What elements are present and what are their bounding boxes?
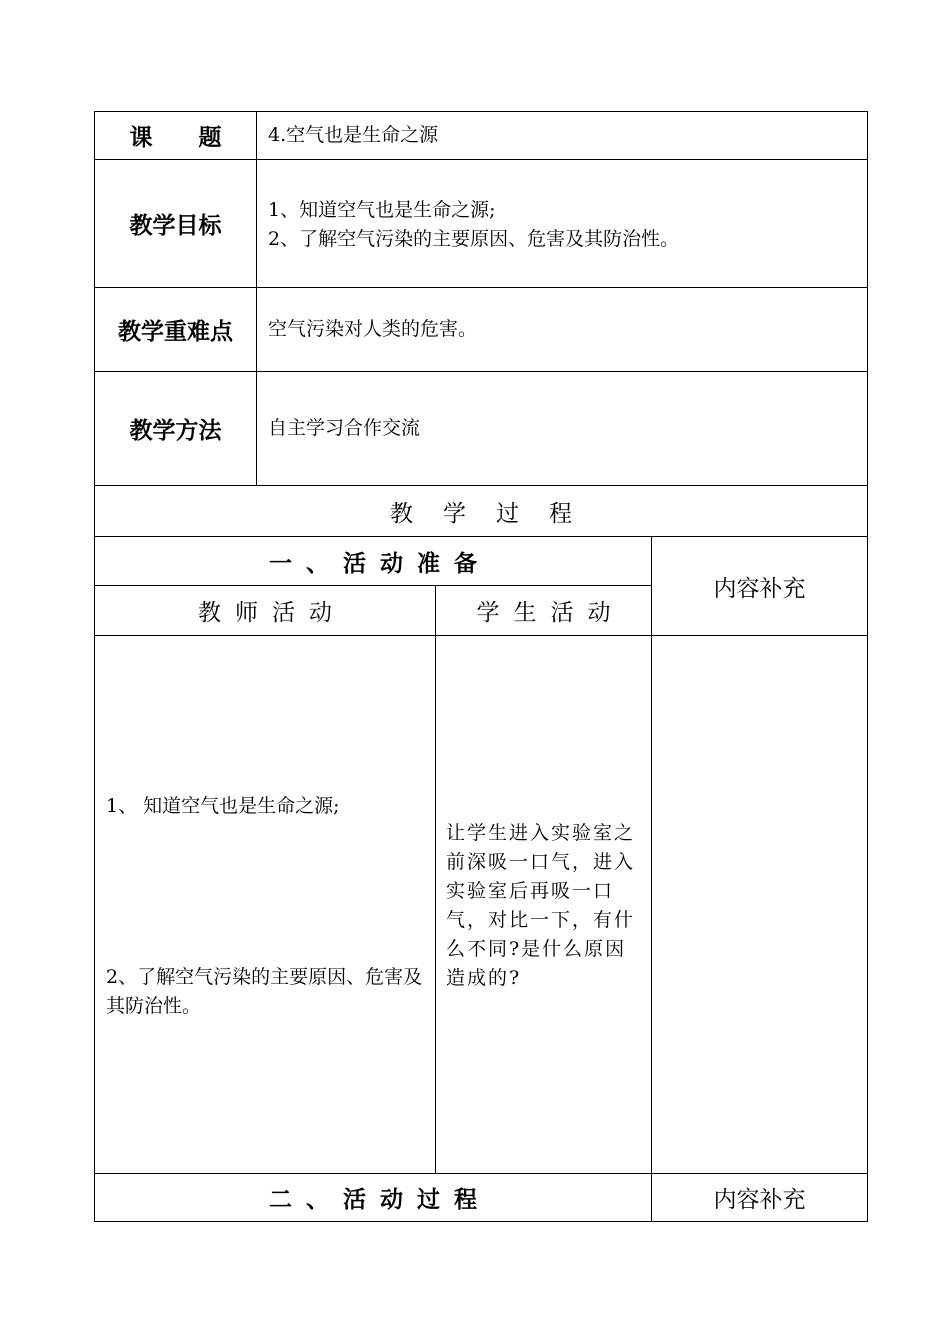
student-column-divider <box>435 585 436 1174</box>
label-column-divider <box>256 111 257 486</box>
teacher-item: 2、了解空气污染的主要原因、危害及其防治性。 <box>106 966 423 1017</box>
goal-item: 1、知道空气也是生命之源; <box>268 199 496 221</box>
table-border-right <box>867 111 868 1222</box>
supplement-column-divider <box>651 536 652 1222</box>
row-divider <box>94 635 868 636</box>
process-title: 教学过程 <box>390 500 602 527</box>
goals-list <box>268 196 858 254</box>
section1-supplement: 内容补充 <box>713 575 806 602</box>
teacher-item: 1、 知道空气也是生命之源; <box>106 795 340 817</box>
key-points-label: 教学重难点 <box>118 319 233 345</box>
key-points-value: 空气污染对人类的危害。 <box>268 318 478 340</box>
teacher-activity-header: 教师活动 <box>198 600 346 626</box>
topic-value: 4.空气也是生命之源 <box>268 124 439 146</box>
method-label: 教学方法 <box>129 418 222 444</box>
section1-title: 一、活动准备 <box>269 550 491 577</box>
section2-title: 二、活动过程 <box>269 1187 491 1213</box>
student-activity-text: 让学生进入实验室之前深吸一口气，进入实验室后再吸一口气，对比一下，有什么不同?是什么原因造成的? <box>446 822 636 989</box>
method-value: 自主学习合作交流 <box>268 417 421 439</box>
student-activity-header: 学生活动 <box>476 600 625 626</box>
goals-label: 教学目标 <box>129 213 222 239</box>
section2-supplement: 内容补充 <box>713 1187 806 1213</box>
goal-item: 2、了解空气污染的主要原因、危害及其防治性。 <box>268 228 680 250</box>
topic-label: 课题 <box>129 125 268 151</box>
table-border-bottom <box>94 1221 868 1222</box>
